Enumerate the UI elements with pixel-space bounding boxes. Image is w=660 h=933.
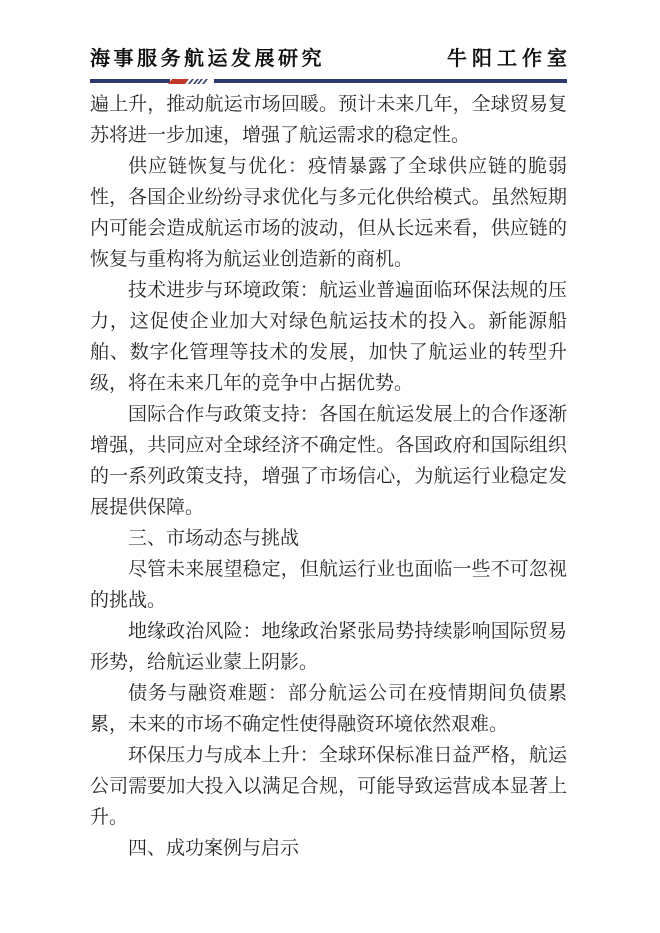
paragraph: 地缘政治风险：地缘政治紧张局势持续影响国际贸易形势，给航运业蒙上阴影。 (90, 620, 567, 673)
page-content-area (90, 0, 572, 933)
paragraph: 遍上升，推动航运市场回暖。预计未来几年，全球贸易复苏将进一步加速，增强了航运需求的稳定性。 (90, 93, 567, 146)
rule-red-slash-icon (168, 79, 189, 84)
header-titles (90, 42, 572, 71)
paragraph: 国际合作与政策支持：各国在航运发展上的合作逐渐增强，共同应对全球经济不确定性。各国政府和国际组织的一系列政策支持，增强了市场信心，为航运行业稳定发展提供保障。 (90, 403, 567, 518)
paragraph: 环保压力与成本上升：全球环保标准日益严格，航运公司需要加大投入以满足合规，可能导致运营成本显著上升。 (90, 744, 567, 828)
header-rule-line (90, 79, 567, 83)
header-rule (90, 78, 567, 84)
section-heading: 三、市场动态与挑战 (128, 527, 300, 549)
header-rule-decoration (170, 78, 214, 84)
section-heading: 四、成功案例与启示 (128, 837, 300, 859)
paragraph: 债务与融资难题：部分航运公司在疫情期间负债累累，未来的市场不确定性使得融资环境依然艰难。 (90, 682, 567, 735)
document-body (90, 89, 567, 864)
paragraph: 供应链恢复与优化：疫情暴露了全球供应链的脆弱性，各国企业纷纷寻求优化与多元化供给模式。虽然短期内可能会造成航运市场的波动，但从长远来看，供应链的恢复与重构将为航运业创造新的商机。 (90, 155, 567, 270)
page-header (90, 42, 572, 84)
paragraph: 技术进步与环境政策：航运业普遍面临环保法规的压力，这促使企业加大对绿色航运技术的投入。新能源船舶、数字化管理等技术的发展，加快了航运业的转型升级，将在未来几年的竞争中占据优势。 (90, 279, 567, 394)
header-title-right: 牛阳工作室 (447, 46, 572, 70)
paragraph: 尽管未来展望稳定，但航运行业也面临一些不可忽视的挑战。 (90, 558, 567, 611)
header-title-left: 海事服务航运发展研究 (90, 46, 325, 70)
